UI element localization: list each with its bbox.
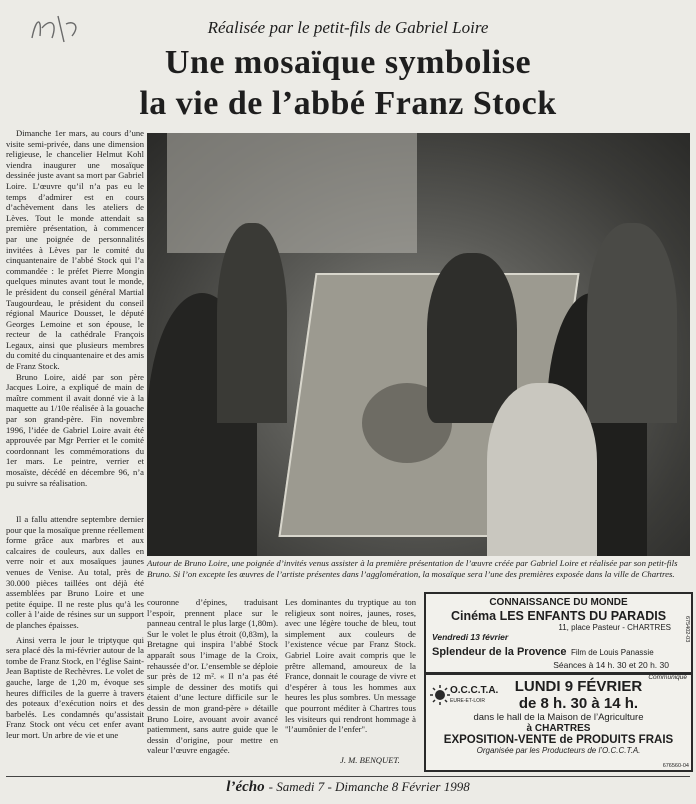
- issue-date: - Samedi 7 - Dimanche 8 Février 1998: [268, 779, 470, 794]
- photo-person: [427, 253, 517, 423]
- occta-logo: [430, 681, 499, 711]
- ad-address: 11, place Pasteur - CHARTRES: [558, 623, 671, 632]
- sun-icon: [430, 685, 450, 705]
- ad-city: à CHARTRES: [526, 723, 591, 734]
- photo-caption: Autour de Bruno Loire, une poignée d’invités venus assister à la première présentation de l’œuvre créée par Gabriel Loire et réalisée par son petit-fils Bruno. Si l’on excepte les œuvres de l’artiste présentes dans l’agglomération, la mosaïque sera l’une des premières exposée dans la ville de Chartres.: [147, 558, 678, 579]
- paragraph: couronne d’épines, traduisant l’espoir, prennent place sur le panneau central le plus large (1,80m). Sur le volet le plus étroit (0,83m), la Bretagne qui inspira l’abbé Stock apparaît sous l’image de la Croix, rehaussée d’or. L’ensemble se déploie sur près de 12 m². « Il n’a pas été simple de dessiner des motifs qui étaient d’une lecture difficile sur le dessin de mon grand-père » détaille Bruno Loire, avouant avoir avancé patiemment, sans autre guide que le dessin d’origine, pour mettre en valeur l’œuvre engagée.: [147, 597, 278, 756]
- ad-reference: 676560-04: [662, 763, 689, 769]
- ad-date: LUNDI 9 FÉVRIER: [514, 678, 643, 695]
- footer-rule: [6, 776, 690, 777]
- article-headline: [0, 42, 696, 124]
- ad-organizer: Organisée par les Producteurs de l’O.C.C.T.A.: [476, 746, 641, 755]
- paragraph: Dimanche 1er mars, au cours d’une visite semi-privée, dans une dimension religieuse, le chancelier Helmut Kohl viendra inaugurer une mosaïque dessinée juste avant sa mort par Gabriel Loire. L’œuvre qu’il n’a pas eu le temps d’admirer est en cours d’achèvement dans les ateliers de Lèves. Tout le monde attendait sa première présentation, à commencer par une poignée de personnalités invitées à Lèves par le comité du cinquantenaire de l’abbé Stock qui l’a commandée : le préfet Pierre Mongin quelques minutes avant tout le monde, le président du conseil général Martial Taugourdeau, le président du conseil régional Maurice Dousset, le député Georges Lemoine et son épouse, le recteur de la cathédrale François Legaux, ainsi que plusieurs membres du comité du cinquantenaire et des amis de Franz Stock.: [6, 128, 144, 372]
- cinema-ad: [424, 592, 693, 674]
- article-kicker: Réalisée par le petit-fils de Gabriel Loire: [207, 18, 489, 37]
- paragraph: Les dominantes du tryptique au ton religieux sont noires, jaunes, roses, avec une légère touche de bleu, tout simplement aux couleurs de l’existence vécue par Franz Stock. Gabriel Loire avait compris que le prêtre allemand, amoureux de la France, donnait le courage de vivre et d’espérer à tous les hommes aux heures les plus sombres. Un message que pourront méditer à Chartres tous les visiteurs qui rendront hommage à "l’aumônier de l’enfer".: [285, 597, 416, 735]
- ad-date: Vendredi 13 février: [432, 632, 509, 642]
- photo-person: [587, 223, 677, 423]
- newspaper-name: l’écho: [226, 779, 265, 795]
- paragraph: Ainsi verra le jour le triptyque qui sera placé dès la mi-février autour de la tombe de Franz Stock, en l’église Saint-Jean Baptiste de Rechèvres. Le volet de gauche, large de 1,20 m, évoque ses heures difficiles de la guerre à travers des poteaux d’exécution noirs et des barbelés. Les condamnés qu’assistait Franz Stock ont vécu cet enfer avant leur mort. Un arbre de vie et une: [6, 634, 144, 740]
- logo-text: O.C.C.T.A.: [450, 685, 499, 696]
- ad-event: EXPOSITION-VENTE de PRODUITS FRAIS: [443, 734, 674, 746]
- paragraph: Il a fallu attendre septembre dernier pour que la mosaïque prenne réellement forme grâce aux marbres et aux calcaires de couleurs, aux dalles en verre noir et aux mosaïques jaunes venues de Venise. Au total, près de 30.000 pièces taillées ont déjà été assemblées par Bruno Loire et une petite équipe. Il ne reste plus qu’à les coller à l’aide de résines sur un support de planches épaisses.: [6, 514, 144, 630]
- page-footer: [0, 778, 696, 804]
- ad-heading: CONNAISSANCE DU MONDE: [489, 597, 628, 608]
- paragraph: Bruno Loire, aidé par son père Jacques Loire, a expliqué de main de maître comment il avait donné vie à la maquette au 1/10e réalisée à la gouache par son grand-père. Fin novembre 1996, l’idée de Gabriel Loire avait été approuvée par Mgr Perrier et le comité coordonnant les commémorations du 1er mars. Le peintre, verrier et mosaïste, décédé en décembre 96, n’a pu suivre sa réalisation.: [6, 371, 144, 488]
- headline-line-2: la vie de l’abbé Franz Stock: [139, 85, 557, 122]
- photo-person: [487, 383, 597, 556]
- article-column-3: [285, 597, 416, 735]
- ad-film-author: Film de Louis Panassie: [570, 648, 654, 657]
- article-photo: [147, 133, 690, 556]
- headline-line-1: Une mosaïque symbolise: [164, 44, 532, 81]
- ad-location: dans le hall de la Maison de l’Agriculture: [473, 712, 644, 723]
- ad-film-title: Splendeur de la Provence: [432, 646, 567, 658]
- photo-person: [217, 223, 287, 423]
- ad-hours: de 8 h. 30 à 14 h.: [518, 695, 639, 712]
- ad-times: Séances à 14 h. 30 et 20 h. 30: [553, 660, 669, 670]
- ad-venue: Cinéma LES ENFANTS DU PARADIS: [450, 609, 667, 623]
- ad-reference: 675402-03: [684, 616, 690, 643]
- logo-subtext: EURE-ET-LOIR: [450, 698, 486, 704]
- occta-ad: [424, 673, 693, 772]
- article-column-1: [6, 128, 144, 488]
- article-column-2: [147, 597, 278, 756]
- article-column-1-continued: [6, 514, 144, 740]
- photo-window: [167, 133, 417, 253]
- ad-film: [432, 642, 691, 660]
- article-signature: J. M. BENQUET.: [340, 755, 400, 765]
- ad-tag: Communiqué: [648, 674, 687, 681]
